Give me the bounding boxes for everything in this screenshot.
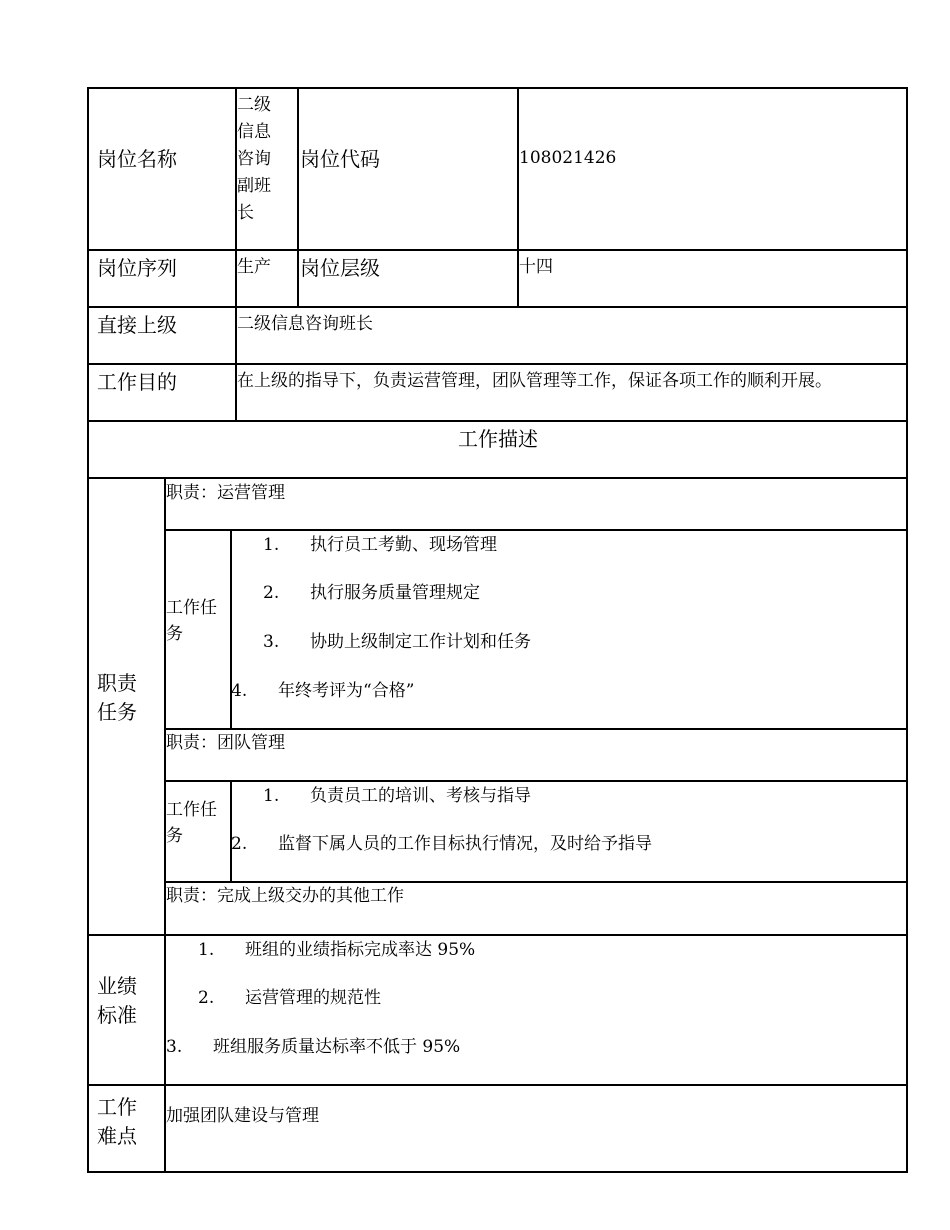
level-label: 岗位层级 xyxy=(300,256,380,280)
difficulty-value: 加强团队建设与管理 xyxy=(166,1106,319,1126)
row-divider xyxy=(165,881,908,883)
position-code-label: 岗位代码 xyxy=(300,147,380,171)
sequence-value: 生产 xyxy=(237,257,271,277)
duty-title: 职责：完成上级交办的其他工作 xyxy=(166,886,404,906)
supervisor-value: 二级信息咨询班长 xyxy=(237,314,373,334)
list-item: 运营管理的规范性 xyxy=(245,988,381,1008)
purpose-label: 工作目的 xyxy=(97,370,177,394)
position-name-label: 岗位名称 xyxy=(97,147,177,171)
row-divider xyxy=(88,934,908,936)
performance-label: 业绩标准 xyxy=(97,974,137,1027)
col-divider xyxy=(297,87,299,307)
level-value: 十四 xyxy=(519,257,553,277)
list-item: 执行服务质量管理规定 xyxy=(310,583,480,603)
list-number: 3. xyxy=(263,632,280,652)
purpose-value: 在上级的指导下，负责运营管理，团队管理等工作，保证各项工作的顺利开展。 xyxy=(237,371,832,391)
description-title: 工作描述 xyxy=(458,427,538,451)
table-border xyxy=(906,87,908,1173)
position-name-value: 二级信息咨询副班长 xyxy=(237,95,271,223)
row-divider xyxy=(165,780,908,782)
list-number: 2. xyxy=(263,583,280,603)
supervisor-label: 直接上级 xyxy=(97,313,177,337)
row-divider xyxy=(165,728,908,730)
col-divider xyxy=(230,780,232,882)
row-divider xyxy=(88,306,908,308)
row-divider xyxy=(88,477,908,479)
duty-title: 职责：团队管理 xyxy=(166,733,285,753)
list-item: 班组的业绩指标完成率达 95% xyxy=(245,940,476,960)
table-border xyxy=(87,87,89,1173)
list-number: 2. xyxy=(198,988,215,1008)
list-number: 1. xyxy=(198,940,215,960)
list-number: 4. xyxy=(231,681,248,701)
table-border xyxy=(88,87,908,89)
duty-title: 职责：运营管理 xyxy=(166,483,285,503)
table-border xyxy=(88,1171,908,1173)
list-item: 执行员工考勤、现场管理 xyxy=(310,535,497,555)
responsibilities-label: 职责任务 xyxy=(97,671,137,724)
list-number: 3. xyxy=(166,1037,183,1057)
list-item: 协助上级制定工作计划和任务 xyxy=(310,632,531,652)
task-label: 工作任务 xyxy=(166,598,217,644)
list-number: 2. xyxy=(231,834,248,854)
row-divider xyxy=(88,1084,908,1086)
position-code-value: 108021426 xyxy=(519,148,617,168)
task-label: 工作任务 xyxy=(166,800,217,846)
list-item: 年终考评为“合格” xyxy=(278,681,415,701)
list-item: 班组服务质量达标率不低于 95% xyxy=(213,1037,461,1057)
list-item: 监督下属人员的工作目标执行情况，及时给予指导 xyxy=(278,834,652,854)
row-divider xyxy=(88,420,908,422)
sequence-label: 岗位序列 xyxy=(97,256,177,280)
row-divider xyxy=(88,249,908,251)
row-divider xyxy=(165,529,908,531)
list-item: 负责员工的培训、考核与指导 xyxy=(310,786,531,806)
difficulty-label: 工作难点 xyxy=(97,1095,137,1148)
list-number: 1. xyxy=(263,535,280,555)
row-divider xyxy=(88,363,908,365)
list-number: 1. xyxy=(263,786,280,806)
